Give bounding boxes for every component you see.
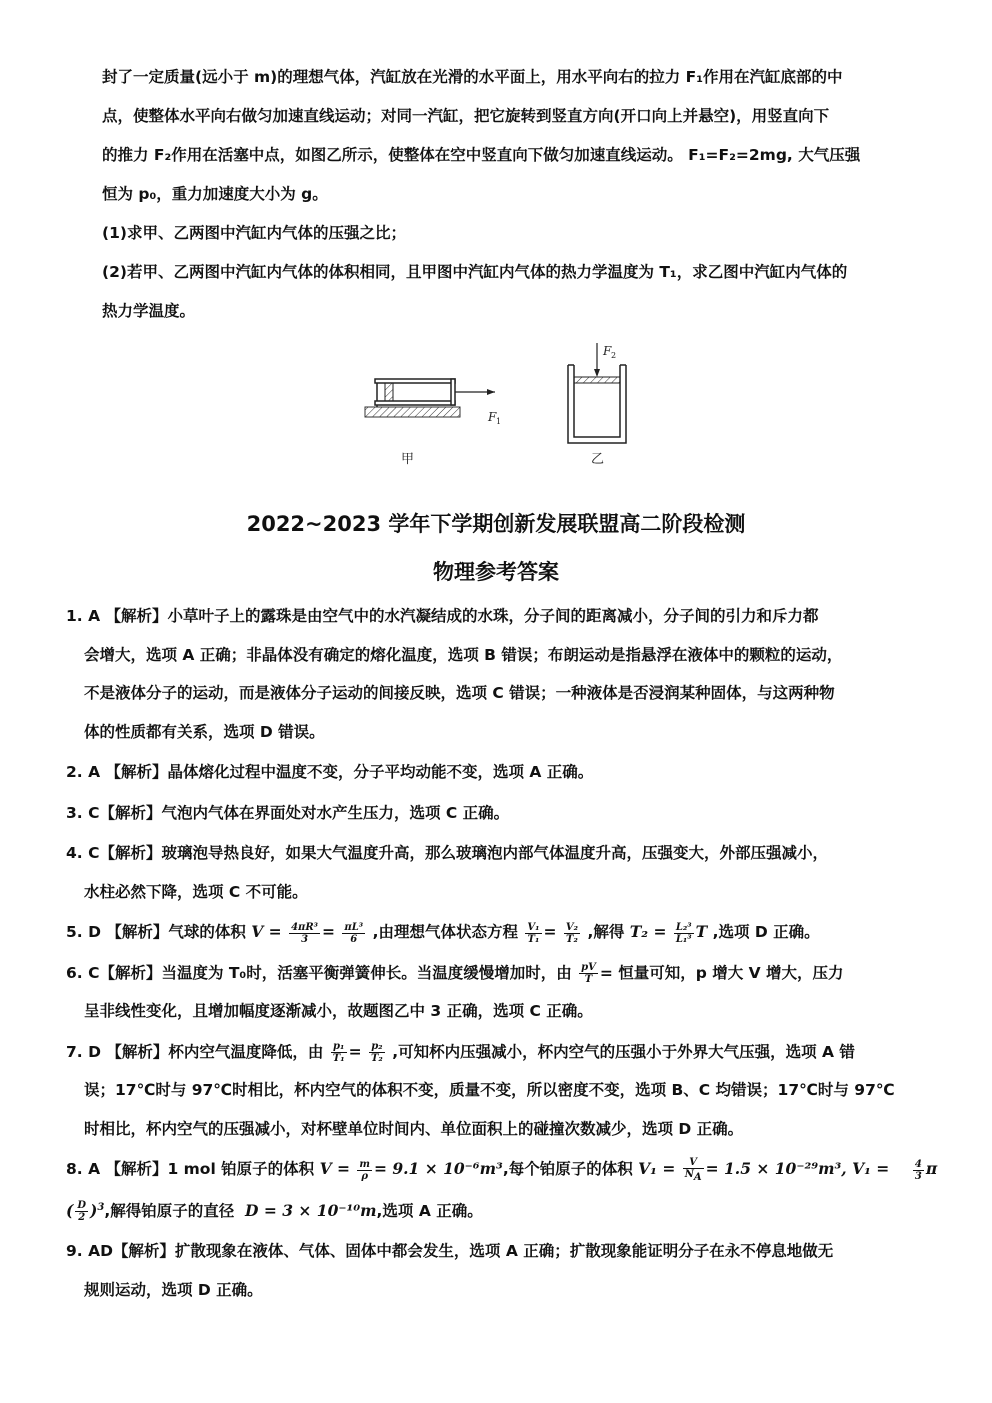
answer-line xyxy=(66,1189,936,1231)
cylinder-base xyxy=(451,379,455,405)
figure-jia xyxy=(365,379,501,467)
formula-diameter: D = 3 × 10⁻¹⁰m xyxy=(245,1200,377,1220)
answer-item xyxy=(66,1033,936,1149)
answer-line: 不是液体分子的运动，而是液体分子运动的间接反映，选项 C 错误；一种液体是否浸润某种固体，与这两种物 xyxy=(84,684,835,702)
answer-line: 呈非线性变化，且增加幅度逐渐减小，故题图乙中 3 正确，选项 C 正确。 xyxy=(84,1002,593,1020)
cylinder-figure xyxy=(355,335,645,465)
answer-item xyxy=(66,913,936,952)
answer-item xyxy=(66,597,936,751)
answer-line: 误；17℃时与 97℃时相比，杯内空气的体积不变，质量不变，所以密度不变，选项 B、C 均错误；17℃时与 97℃ xyxy=(84,1081,895,1099)
ground-surface xyxy=(365,407,460,417)
answer-line: 2. A 【解析】晶体熔化过程中温度不变，分子平均动能不变，选项 A 正确。 xyxy=(66,763,594,781)
answer-text: ,选项 D 正确。 xyxy=(712,923,820,941)
formula-value: = 1.5 × 10⁻²⁹m³, xyxy=(705,1159,847,1178)
question-line: 点，使整体水平向右做匀加速直线运动；对同一汽缸，把它旋转到竖直方向(开口向上并悬空)，用竖直向下 xyxy=(102,107,830,125)
formula-pv-t: $\frac{pV}{T}$ xyxy=(581,962,596,985)
answer-text: ,每个铂原子的体积 xyxy=(502,1160,633,1178)
answer-title: 2022~2023 学年下学期创新发展联盟高二阶段检测 xyxy=(246,512,746,536)
formula-state-equation: $\frac{\text{V₁}}{\text{T₁}}$ = $\frac{\text{V₂}}{\text{T₂}}$ xyxy=(527,921,579,945)
question-line: 的推力 F₂作用在活塞中点，如图乙所示，使整体在空中竖直向下做匀加速直线运动。 F₁=F₂=2mg, 大气压强 xyxy=(102,146,861,164)
formula-value: = 9.1 × 10⁻⁶m³ xyxy=(373,1159,503,1178)
answer-list xyxy=(66,597,936,1311)
formula-atom-volume: V₁ = $\frac{V}{N_A}$ = 1.5 × 10⁻²⁹m³, V₁ = $\frac{4}{3}$ π xyxy=(638,1157,938,1183)
piston-yi xyxy=(574,377,620,383)
formula-p-t: $\frac{\text{p₁}}{\text{T₁}}$ = $\frac{\text{p₂}}{\text{T₂}}$ xyxy=(332,1041,383,1064)
answer-line: 会增大，选项 A 正确；非晶体没有确定的熔化温度，选项 B 错误；布朗运动是指悬浮在液体中的颗粒的运动， xyxy=(84,645,843,664)
answer-item xyxy=(66,1150,936,1230)
answer-text: 5. D 【解析】气球的体积 xyxy=(66,923,246,941)
answer-line: 9. AD【解析】扩散现象在液体、气体、固体中都会发生，选项 A 正确；扩散现象能证明分子在永不停息地做无 xyxy=(66,1242,834,1261)
label-jia: 甲 xyxy=(401,452,415,467)
figure-yi xyxy=(568,343,626,467)
formula-t2: T₂ = $\frac{\text{L₂³}}{\text{L₁³}}$ T xyxy=(629,921,713,945)
answer-line: 1. A 【解析】小草叶子上的露珠是由空气中的水汽凝结成的水珠，分子间的距离减小，分子间的引力和斥力都 xyxy=(66,607,819,625)
answer-text: 6. C【解析】当温度为 T₀时，活塞平衡弹簧伸长。当温度缓慢增加时，由 xyxy=(66,963,572,982)
answer-subtitle: 物理参考答案 xyxy=(433,560,559,584)
answer-item xyxy=(66,954,936,1031)
question-line: 封了一定质量(远小于 m)的理想气体，汽缸放在光滑的水平面上，用水平向右的拉力 F₁作用在汽缸底部的中 xyxy=(102,68,843,86)
cylinder-bottom-wall xyxy=(375,401,455,405)
answer-item xyxy=(66,834,936,911)
answer-line xyxy=(66,913,936,952)
answer-text: ,由理想气体状态方程 xyxy=(372,923,518,941)
question-text xyxy=(102,58,932,331)
answer-text: = 恒量可知，p 增大 V 增大，压力 xyxy=(599,963,844,982)
formula-volume: V = $\frac{\text{4πR³}}{3}$ = $\frac{\text{πL³}}{6}$ xyxy=(251,921,364,945)
question-part-2-line: (2)若甲、乙两图中汽缸内气体的体积相同，且甲图中汽缸内气体的热力学温度为 T₁，求乙图中汽缸内气体的 xyxy=(102,263,848,281)
piston-jia xyxy=(385,383,393,401)
label-yi: 乙 xyxy=(591,452,605,467)
f1-subscript: 1 xyxy=(496,417,502,426)
f1-label: F xyxy=(488,410,497,424)
answer-text: ,解得铂原子的直径 xyxy=(104,1201,235,1220)
formula-diameter-cubed: ( $\frac{D}{2}$ )$^3$ xyxy=(66,1200,105,1224)
answer-text: ,选项 A 正确。 xyxy=(376,1201,483,1220)
answer-line xyxy=(66,954,936,993)
answer-line: 体的性质都有关系，选项 D 错误。 xyxy=(84,722,325,741)
answer-line: 时相比，杯内空气的压强减小，对杯壁单位时间内、单位面积上的碰撞次数减少，选项 D 正确。 xyxy=(84,1119,744,1138)
formula-molar-volume: V = $\frac{m}{\rho}$ = 9.1 × 10⁻⁶m³ xyxy=(319,1158,503,1182)
answer-line: 3. C【解析】气泡内气体在界面处对水产生压力，选项 C 正确。 xyxy=(66,803,510,822)
answer-item xyxy=(66,753,936,792)
cylinder-top-wall xyxy=(375,379,455,383)
answer-text: 8. A 【解析】1 mol 铂原子的体积 xyxy=(66,1160,315,1178)
answer-line xyxy=(66,1150,936,1189)
answer-line: 水柱必然下降，选项 C 不可能。 xyxy=(84,882,308,901)
answer-text: ,解得 xyxy=(587,923,625,941)
answer-item xyxy=(66,794,936,833)
question-part-2-line: 热力学温度。 xyxy=(102,302,196,320)
f2-subscript: 2 xyxy=(611,351,617,360)
answer-text: ,可知杯内压强减小，杯内空气的压强小于外界大气压强，选项 A 错 xyxy=(392,1042,855,1061)
answer-line: 规则运动，选项 D 正确。 xyxy=(84,1280,263,1299)
answer-line: 4. C【解析】玻璃泡导热良好，如果大气温度升高，那么玻璃泡内部气体温度升高，压强变大，外部压强减小， xyxy=(66,844,828,862)
cylinder-diagram xyxy=(355,335,645,465)
question-line: 恒为 p₀，重力加速度大小为 g。 xyxy=(102,185,328,203)
f2-label: F xyxy=(603,344,612,358)
answer-item xyxy=(66,1232,936,1309)
answer-text: 7. D 【解析】杯内空气温度降低，由 xyxy=(66,1042,324,1061)
question-part-1: (1)求甲、乙两图中汽缸内气体的压强之比； xyxy=(102,224,406,242)
answer-line xyxy=(66,1033,936,1072)
